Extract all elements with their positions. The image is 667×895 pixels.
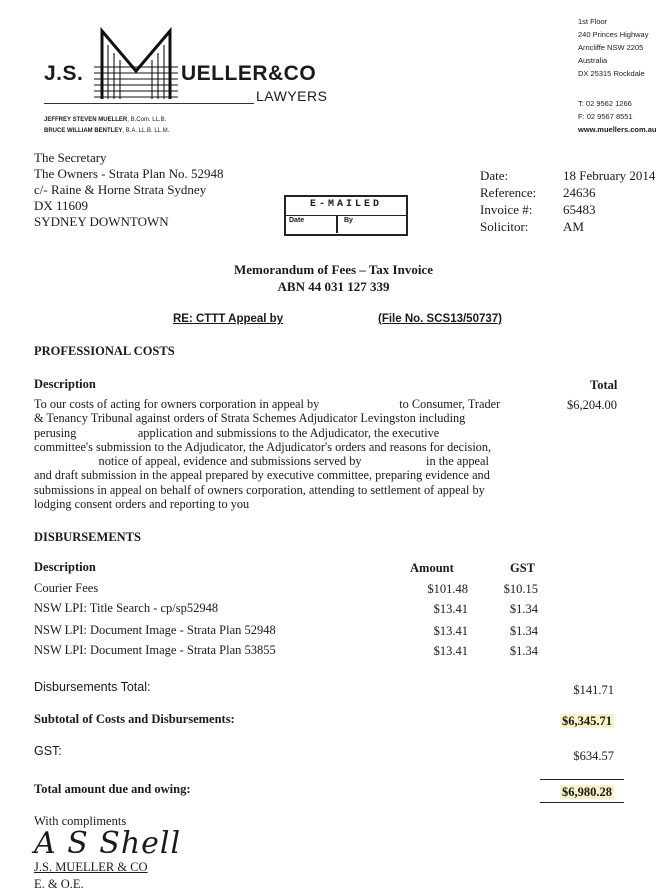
total-due-label: Total amount due and owing: [34, 782, 191, 796]
disbursement-gst: $10.15 [503, 582, 538, 596]
logo-initials: J.S. [44, 62, 84, 85]
total-rule-bottom [540, 802, 624, 803]
invoice-meta-values: 18 February 2014 24636 65483 AM [563, 168, 656, 234]
contact-address: 1st Floor 240 Princes Highway Arncliffe NSW 2205 Australia DX 25315 Rockdale [578, 17, 649, 78]
disbursement-amount: $13.41 [433, 624, 468, 638]
recipient-address: The Secretary The Owners - Strata Plan No. 52948 c/- Raine & Horne Strata Sydney DX 11609 SYDNEY DOWNTOWN [34, 150, 224, 229]
logo-firm-name: UELLER&CO [181, 62, 317, 85]
partner-1: JEFFREY STEVEN MUELLER, B.Com. LL.B. [44, 117, 167, 123]
disbursement-row: Courier Fees [34, 581, 99, 595]
partner-2: BRUCE WILLIAM BENTLEY, B.A. LL.B. LL.M. [44, 128, 170, 134]
disbursement-amount: $13.41 [433, 644, 468, 658]
gst-label: GST: [34, 744, 62, 758]
gst-value: $634.57 [573, 749, 614, 763]
contact-numbers: T: 02 9562 1266 F: 02 9567 8551 www.muellers.com.au [578, 99, 657, 134]
invoice-meta-labels: Date: Reference: Invoice #: Solicitor: [480, 168, 537, 234]
signature-firm: J.S. MUELLER & CO [34, 860, 148, 874]
logo-m-mark [90, 23, 182, 103]
with-compliments: With compliments [34, 814, 127, 828]
subtotal-value: $6,345.71 [562, 714, 612, 728]
document-title: Memorandum of Fees – Tax Invoice [234, 262, 433, 277]
disbursement-gst: $1.34 [509, 624, 538, 638]
eoe: E. & O.E. [34, 877, 84, 891]
disbursement-gst: $1.34 [509, 644, 538, 658]
amount-header: Amount [410, 561, 454, 575]
emailed-stamp: E-MAILED Date By [284, 195, 408, 236]
total-due-value: $6,980.28 [562, 785, 612, 799]
disbursement-row: NSW LPI: Document Image - Strata Plan 53855 [34, 643, 276, 657]
total-rule-top [540, 779, 624, 780]
disbursements-total-value: $141.71 [573, 683, 614, 697]
re-subject: RE: CTTT Appeal by [173, 313, 284, 325]
re-file-number: (File No. SCS13/50737) [378, 313, 502, 325]
disbursement-amount: $101.48 [427, 582, 468, 596]
logo-underline [44, 103, 254, 104]
disbursement-row: NSW LPI: Title Search - cp/sp52948 [34, 601, 219, 615]
handwritten-signature: A S Shell [34, 826, 182, 861]
abn: ABN 44 031 127 339 [277, 279, 390, 294]
total-header: Total [590, 378, 618, 392]
professional-costs-description: To our costs of acting for owners corporation in appeal by to Consumer, Trader & Tenancy Tribunal against orders of Strata Schemes Adjudicator Levingston including perusing application and submissions to the Adjudicator, the executive committee's submission to the Adjudicator, the Adjudicator's orders and reasons for decision, notice of appeal, evidence and submissions served by in the appeal and draft submission in the appeal prepared by executive committee, preparing evidence and submissions in appeal on behalf of owners corporation, attending to settlement of appeal by lodging consent orders and reporting to you [34, 397, 501, 512]
gst-header: GST [510, 561, 536, 575]
subtotal-label: Subtotal of Costs and Disbursements: [34, 712, 235, 726]
professional-costs-heading: PROFESSIONAL COSTS [34, 344, 175, 358]
disbursements-heading: DISBURSEMENTS [34, 530, 141, 544]
disbursements-total-label: Disbursements Total: [34, 680, 151, 694]
professional-costs-total: $6,204.00 [567, 398, 617, 412]
disbursement-row: NSW LPI: Document Image - Strata Plan 52948 [34, 623, 276, 637]
disbursements-description-header: Description [34, 560, 96, 574]
disbursement-gst: $1.34 [509, 602, 538, 616]
description-header: Description [34, 377, 96, 391]
disbursement-amount: $13.41 [433, 602, 468, 616]
logo-lawyers: LAWYERS [256, 88, 328, 104]
